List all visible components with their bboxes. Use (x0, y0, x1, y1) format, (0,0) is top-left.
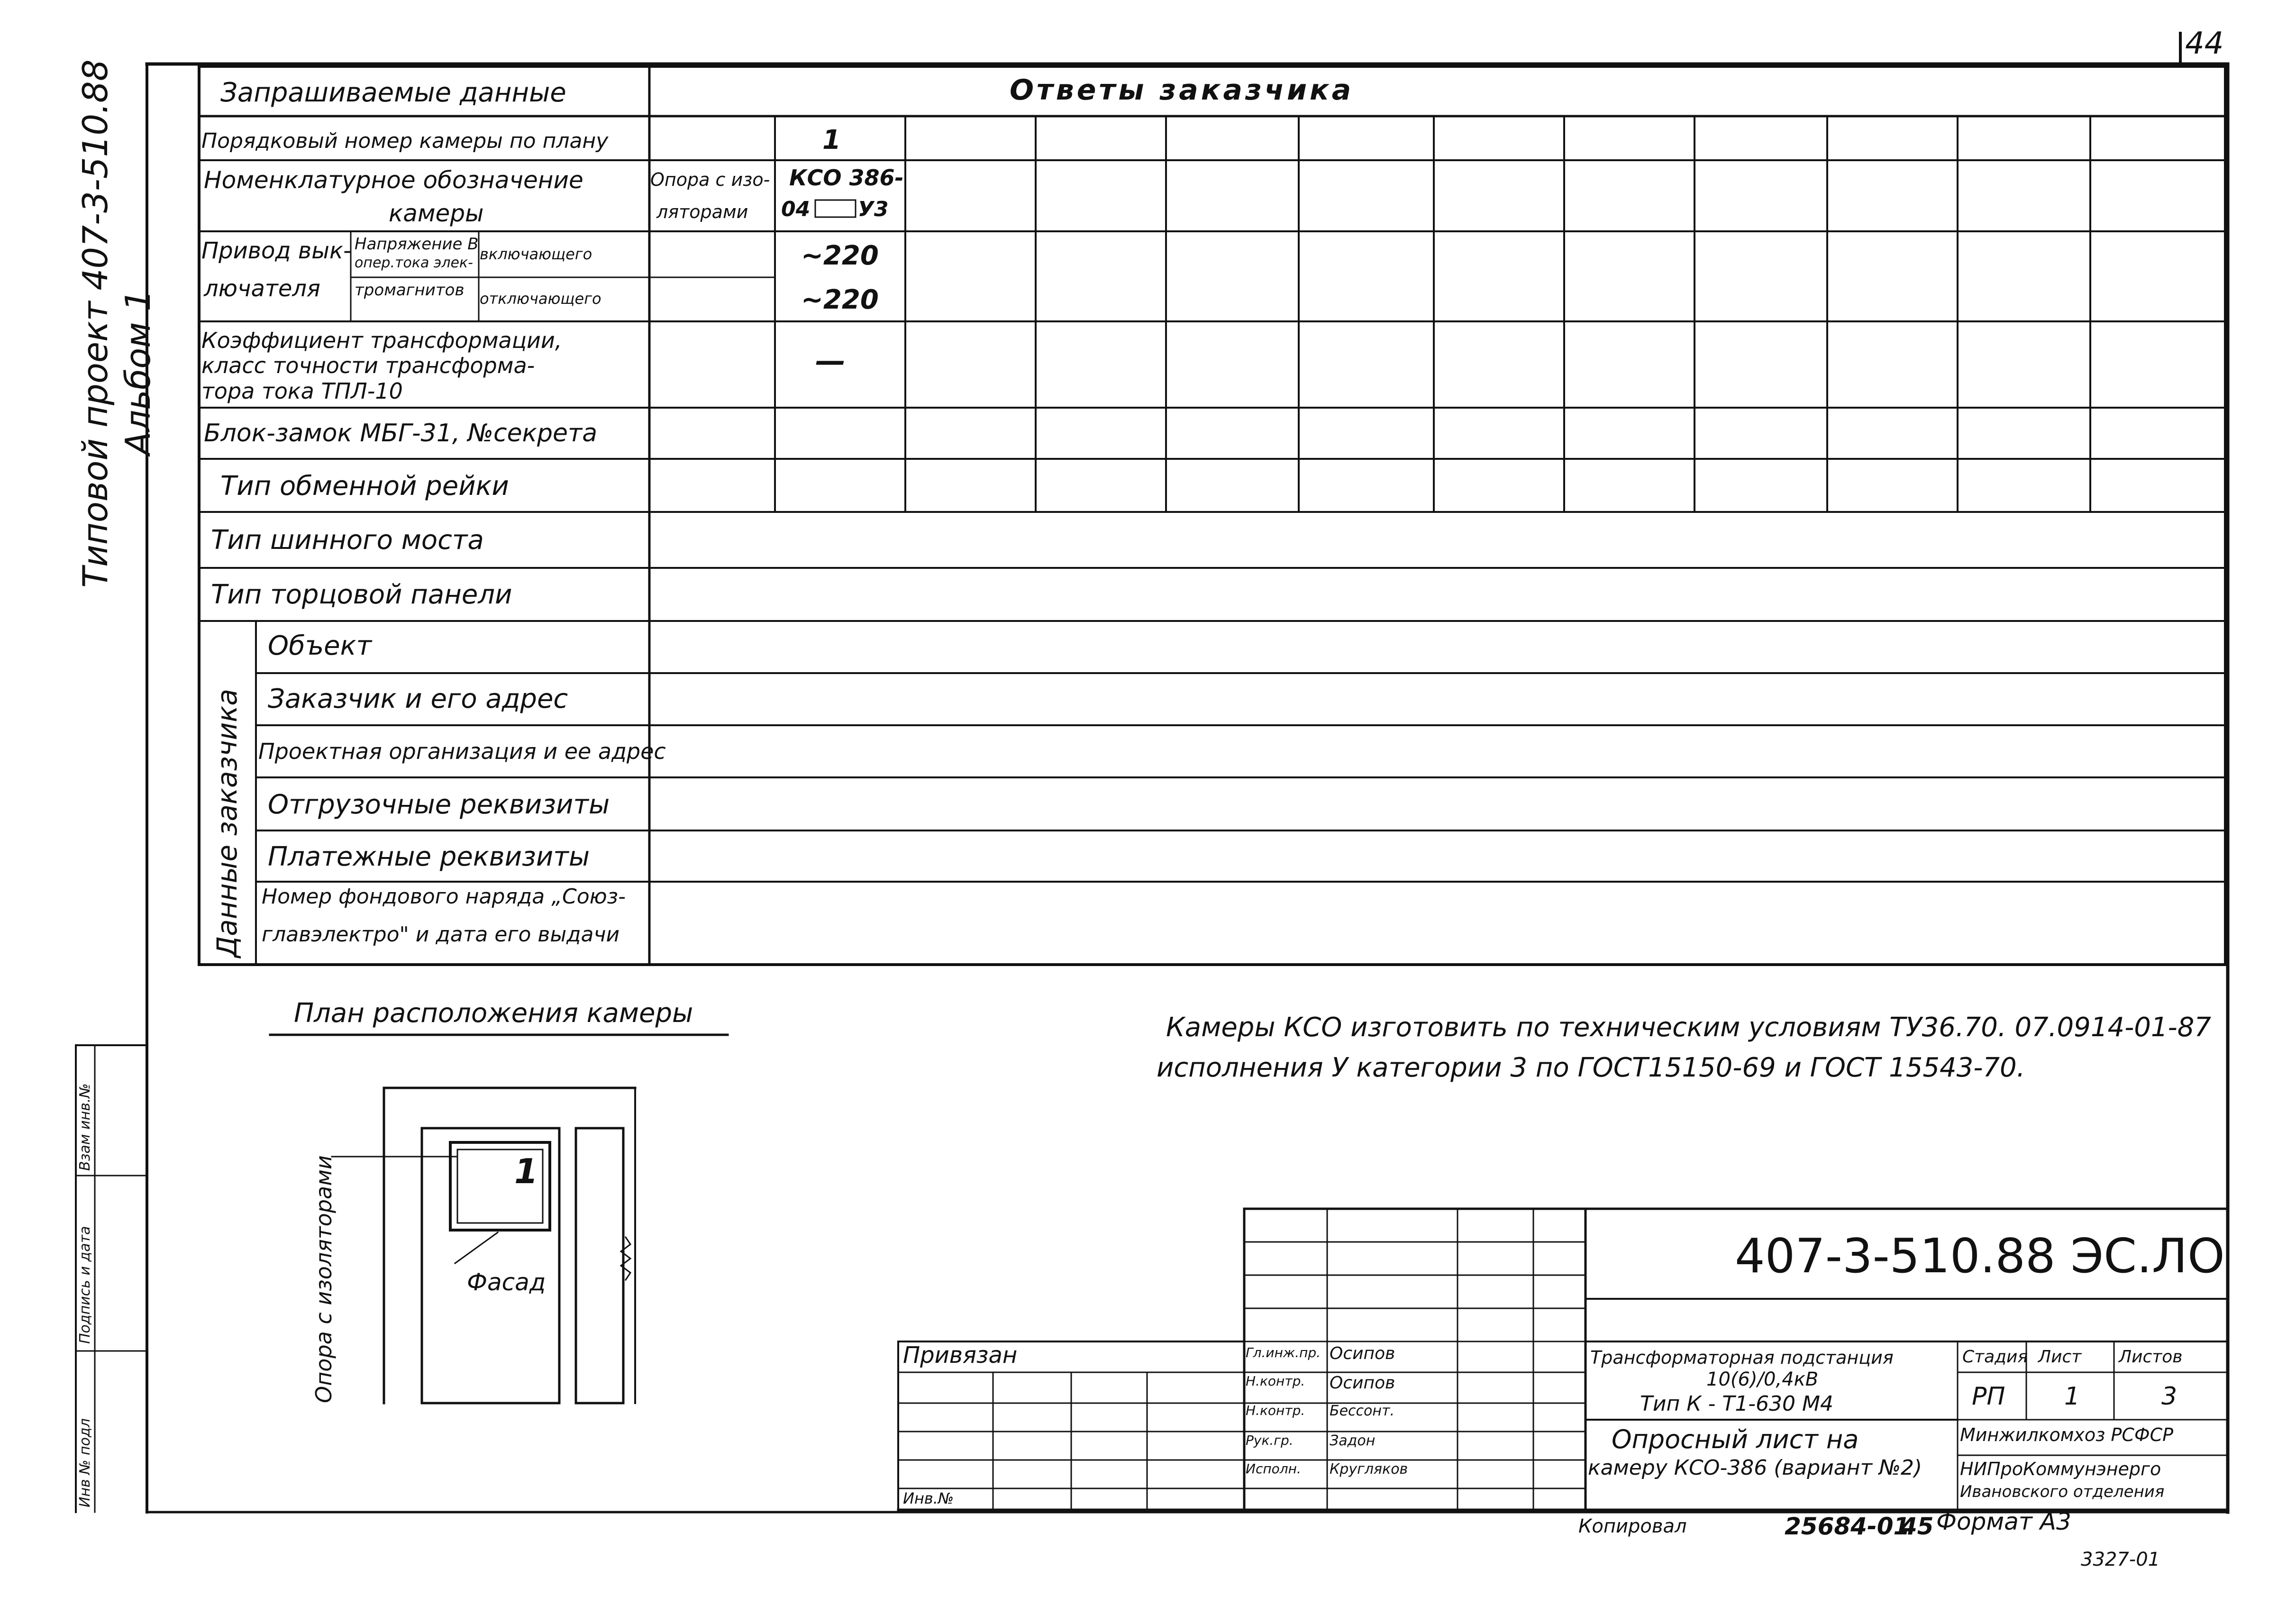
label-customer-group: Данные заказчика (211, 689, 243, 958)
label-object: Объект (268, 630, 372, 661)
label-coef-3: тора тока ТПЛ-10 (201, 378, 403, 404)
role-5: Исполн. (1246, 1461, 1301, 1477)
strip-inv-orig: Инв № подл (77, 1418, 93, 1507)
label-shipping: Отгрузочные реквизиты (268, 789, 610, 820)
label-coef-1: Коэффициент трансформации, (201, 328, 562, 353)
bottom-mark: 3327-01 (2081, 1549, 2160, 1570)
role-1: Гл.инж.пр. (1246, 1345, 1321, 1360)
label-drive-1: Привод вык- (201, 237, 352, 264)
label-rail: Тип обменной рейки (220, 471, 509, 502)
label-closing: включающего (480, 245, 592, 263)
sheet-title-1: Опросный лист на (1612, 1424, 1859, 1454)
side-title: Типовой проект 407-3-510.88 (75, 59, 115, 588)
label-customer-address: Заказчик и его адрес (268, 684, 568, 714)
strip-inv: Взам инв.№ (77, 1083, 93, 1171)
label-support-1: Опора с изо- (650, 169, 770, 190)
sheet-label: Лист (2038, 1347, 2082, 1367)
copy-label: Копировал (1578, 1515, 1687, 1537)
bound-label: Привязан (903, 1342, 1018, 1369)
label-voltage-2: опер.тока элек- (355, 255, 473, 271)
label-voltage-1: Напряжение В (355, 235, 479, 254)
stage-value: РП (1972, 1382, 2005, 1411)
name-3: Бессонт. (1330, 1403, 1395, 1419)
sheet-number: 45 (1901, 1513, 1934, 1540)
value-coef: — (815, 344, 846, 379)
org-line-2: НИПроКоммунэнерго (1960, 1459, 2161, 1479)
label-support-2: ляторами (656, 201, 748, 222)
sheets-label: Листов (2119, 1347, 2183, 1367)
name-4: Задон (1330, 1432, 1376, 1449)
name-1: Осипов (1330, 1344, 1395, 1363)
format-label: Формат А3 (1936, 1508, 2071, 1535)
label-panel: Тип торцовой панели (211, 579, 512, 610)
org-line-1: Минжилкомхоз РСФСР (1960, 1424, 2174, 1445)
stage-label: Стадия (1962, 1347, 2028, 1367)
plan-camera-number: 1 (514, 1151, 538, 1191)
role-2: Н.контр. (1246, 1373, 1305, 1389)
station-line-2: 10(6)/0,4кВ (1706, 1369, 1819, 1390)
value-kso-2-left: 04 (781, 197, 811, 221)
note-line-1: Камеры КСО изготовить по техническим условиям ТУ36.70. 07.0914-01-87 (1166, 1012, 2211, 1043)
value-closing: ~220 (801, 240, 879, 271)
label-order-1: Номер фондового наряда „Союз- (262, 885, 626, 909)
name-2: Осипов (1330, 1373, 1395, 1393)
label-drive-2: лючателя (204, 275, 320, 302)
label-order-number: Порядковый номер камеры по плану (201, 129, 609, 153)
sheet-value: 1 (2064, 1382, 2080, 1411)
label-nomenclature-1: Номенклатурное обозначение (204, 166, 583, 194)
order-number: 25684-01 (1785, 1513, 1910, 1540)
doc-code: 407-3-510.88 ЭС.ЛО (1735, 1228, 2225, 1284)
plan-title: План расположения камеры (294, 998, 693, 1029)
plan-support-label: Опора с изоляторами (311, 1155, 337, 1403)
name-5: Кругляков (1330, 1461, 1408, 1478)
header-requested-data: Запрашиваемые данные (220, 77, 566, 108)
station-line-1: Трансформаторная подстанция (1590, 1347, 1894, 1368)
station-line-3: Тип К - Т1-630 М4 (1640, 1392, 1833, 1416)
side-album: Альбом 1 (118, 289, 158, 455)
page-number: 44 (2185, 26, 2224, 61)
value-kso-2-right: У3 (858, 197, 889, 221)
header-customer-answers: Ответы заказчика (1010, 73, 1354, 107)
label-order-2: главэлектро" и дата его выдачи (262, 922, 620, 947)
value-opening: ~220 (801, 284, 879, 315)
strip-signature: Подпись и дата (77, 1226, 93, 1344)
role-4: Рук.гр. (1246, 1432, 1294, 1448)
label-nomenclature-2: камеры (389, 200, 484, 227)
sheets-value: 3 (2161, 1382, 2178, 1411)
plan-facade: Фасад (467, 1268, 546, 1296)
note-line-2: исполнения У категории 3 по ГОСТ15150-69 и ГОСТ 15543-70. (1157, 1052, 2025, 1083)
inv-no-label: Инв.№ (903, 1489, 954, 1507)
value-kso-1: КСО 386- (789, 165, 904, 191)
label-busbar: Тип шинного моста (211, 525, 484, 556)
label-lock: Блок-замок МБГ-31, №секрета (204, 419, 598, 447)
sheet-title-2: камеру КСО-386 (вариант №2) (1588, 1456, 1922, 1480)
value-order-number: 1 (822, 125, 841, 155)
label-payment: Платежные реквизиты (268, 841, 590, 872)
label-opening: отключающего (480, 290, 601, 308)
label-coef-2: класс точности трансформа- (201, 353, 535, 378)
role-3: Н.контр. (1246, 1403, 1305, 1418)
label-voltage-3: тромагнитов (355, 281, 465, 300)
org-line-3: Ивановского отделения (1960, 1482, 2165, 1501)
label-design-org: Проектная организация и ее адрес (258, 739, 666, 764)
